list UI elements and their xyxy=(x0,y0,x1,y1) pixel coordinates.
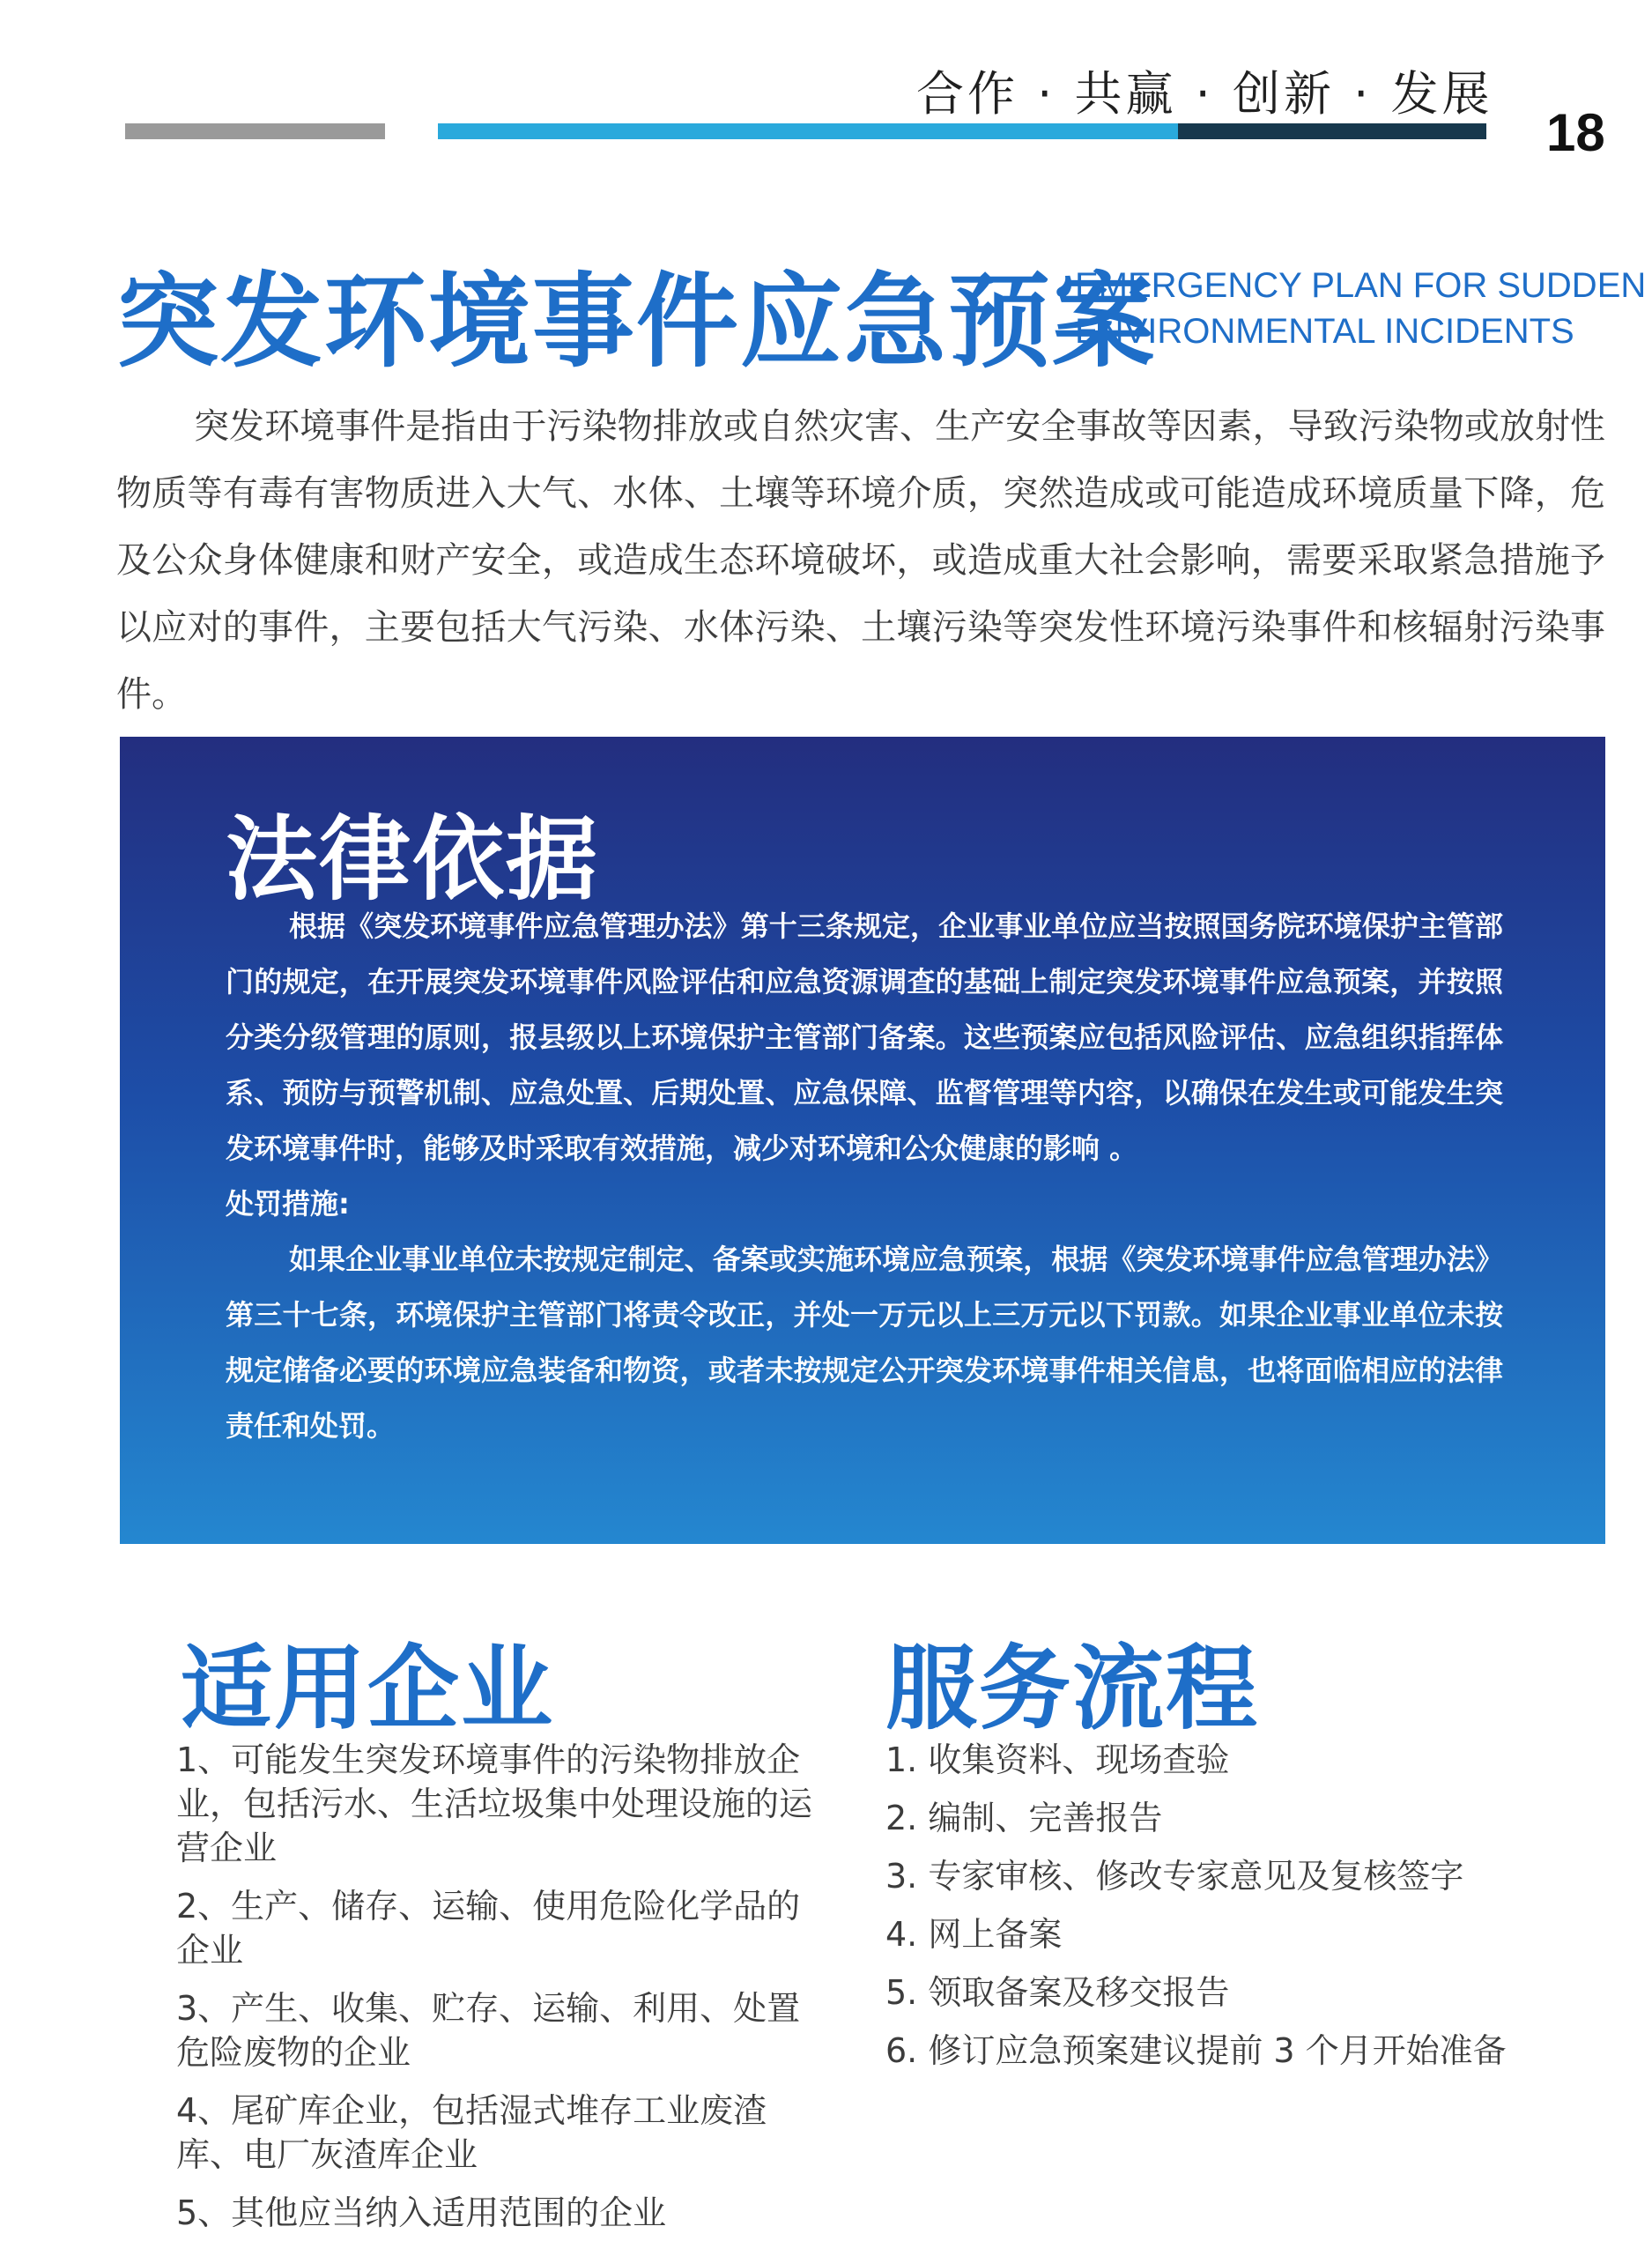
list-item: 5. 领取备案及移交报告 xyxy=(885,1973,1230,2012)
list-item: 1. 收集资料、现场查验 xyxy=(885,1740,1230,1779)
legal-paragraph-2: 如果企业事业单位未按规定制定、备案或实施环境应急预案，根据《突发环境事件应急管理办法》第三十七条，环境保护主管部门将责令改正，并处一万元以上三万元以下罚款。如果企业事业单位未按规定储备必要的环境应急装备和物资，或者未按规定公开突发环境事件相关信息，也将面临相应的法律责任和处罚。 xyxy=(226,1243,1503,1443)
legal-basis-panel xyxy=(120,737,1605,1544)
list-item: 4、尾矿库企业，包括湿式堆存工业废渣库、电厂灰渣库企业 xyxy=(176,2091,767,2174)
process-title: 服务流程 xyxy=(885,1635,1260,1742)
english-subtitle-line2: ENVIRONMENTAL INCIDENTS xyxy=(1075,312,1574,351)
list-item: 2. 编制、完善报告 xyxy=(885,1799,1163,1837)
intro-paragraph: 突发环境事件是指由于污染物排放或自然灾害、生产安全事故等因素，导致污染物或放射性物质等有毒有害物质进入大气、水体、土壤等环境介质，突然造成或可能造成环境质量下降，危及公众身体健康和财产安全，或造成生态环境破坏，或造成重大社会影响，需要采取紧急措施予以应对的事件，主要包括大气污染、水体污染、土壤污染等突发性环境污染事件和核辐射污染事件。 xyxy=(116,406,1605,715)
applicable-list xyxy=(176,1738,819,2249)
list-item: 5、其他应当纳入适用范围的企业 xyxy=(176,2193,667,2232)
list-item: 1、可能发生突发环境事件的污染物排放企业，包括污水、生活垃圾集中处理设施的运营企业 xyxy=(176,1740,813,1867)
list-item: 3、产生、收集、贮存、运输、利用、处置危险废物的企业 xyxy=(176,1989,801,2072)
legal-basis-text xyxy=(226,899,1503,1454)
list-item: 2、生产、储存、运输、使用危险化学品的企业 xyxy=(176,1887,801,1970)
header-bar-blue xyxy=(438,123,1178,139)
header-bar-gray xyxy=(125,123,385,139)
applicable-title: 适用企业 xyxy=(181,1635,555,1742)
english-subtitle xyxy=(1075,263,1648,354)
header-slogan: 合作 · 共赢 · 创新 · 发展 xyxy=(916,66,1493,122)
process-list xyxy=(885,1738,1537,2087)
list-item: 4. 网上备案 xyxy=(885,1915,1063,1954)
penalty-label: 处罚措施: xyxy=(226,1187,350,1221)
english-subtitle-line1: EMERGENCY PLAN FOR SUDDEN xyxy=(1075,266,1647,305)
list-item: 3. 专家审核、修改专家意见及复核签字 xyxy=(885,1857,1464,1896)
legal-basis-title: 法律依据 xyxy=(226,805,600,913)
main-title: 突发环境事件应急预案 xyxy=(116,263,1156,382)
page-number: 18 xyxy=(1546,103,1605,162)
list-item: 6. 修订应急预案建议提前 3 个月开始准备 xyxy=(885,2031,1507,2070)
legal-paragraph-1: 根据《突发环境事件应急管理办法》第十三条规定，企业事业单位应当按照国务院环境保护主管部门的规定，在开展突发环境事件风险评估和应急资源调查的基础上制定突发环境事件应急预案，并按照分类分级管理的原则，报县级以上环境保护主管部门备案。这些预案应包括风险评估、应急组织指挥体系、预防与预警机制、应急处置、后期处置、应急保障、监督管理等内容，以确保在发生或可能发生突发环境事件时，能够及时采取有效措施，减少对环境和公众健康的影响 。 xyxy=(226,909,1503,1165)
header-bar-navy xyxy=(1178,123,1486,139)
